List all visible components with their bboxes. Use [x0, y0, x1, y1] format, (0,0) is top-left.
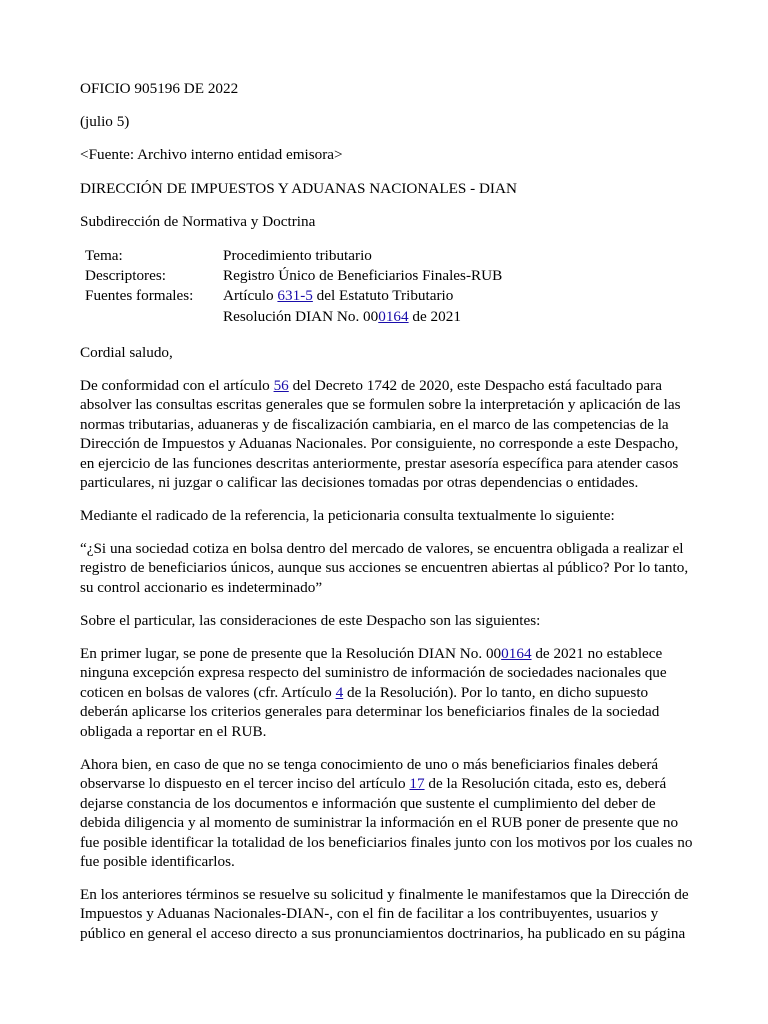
- text-line: Dirección de Impuestos y Aduanas Nacionales. Por consiguiente, no corresponde a este Despacho,: [80, 435, 679, 453]
- meta-row-descriptores: [85, 266, 502, 286]
- text-line: En los anteriores términos se resuelve su solicitud y finalmente le manifestamos que la Dirección de: [80, 886, 689, 903]
- paragraph-competence: [80, 376, 692, 492]
- text-line: en ejercicio de las funciones descritas anteriormente, prestar asesoría específica para atender casos: [80, 454, 679, 472]
- text-fragment: del Estatuto Tributario: [312, 287, 454, 305]
- meta-label: Descriptores:: [85, 267, 166, 285]
- text-line: público en general el acceso directo a sus pronunciamientos doctrinarios, ha publicado en su página: [80, 924, 686, 942]
- paragraph-request: Mediante el radicado de la referencia, la peticionaria consulta textualmente lo siguiente:: [80, 507, 615, 524]
- text-line: normas tributarias, aduaneras y de fiscalización cambiaria, en el marco de las competencias de la: [80, 415, 669, 433]
- meta-value: Registro Único de Beneficiarios Finales-RUB: [223, 267, 503, 285]
- text-line: ninguna excepción expresa respecto del suministro de información de sociedades nacionales que: [80, 664, 667, 682]
- text-fragment: observarse lo dispuesto en el tercer inciso del artículo: [80, 775, 410, 793]
- quoted-question: [80, 539, 692, 597]
- text-line: “¿Si una sociedad cotiza en bolsa dentro del mercado de valores, se encuentra obligada a realizar el: [80, 540, 684, 557]
- oficio-date: (julio 5): [80, 113, 130, 130]
- meta-row-fuentes: [85, 286, 502, 306]
- meta-label: Tema:: [85, 247, 123, 264]
- text-fragment: de la Resolución citada, esto es, deberá: [424, 775, 667, 793]
- text-line: debida diligencia y al momento de suministrar la información en el RUB poner de presente que no: [80, 814, 679, 832]
- text-line: obligada a reportar en el RUB.: [80, 722, 267, 740]
- entity-name: DIRECCIÓN DE IMPUESTOS Y ADUANAS NACIONALES - DIAN: [80, 180, 517, 197]
- paragraph-closing: [80, 885, 692, 943]
- text-line: Impuestos y Aduanas Nacionales-DIAN-, con el fin de facilitar a los contribuyentes, usuarios y: [80, 905, 659, 923]
- text-line: [80, 376, 692, 395]
- metadata-table: [85, 246, 502, 327]
- source-note: <Fuente: Archivo interno entidad emisora>: [80, 146, 343, 163]
- text-fragment: del Decreto 1742 de 2020, este Despacho está facultado para: [288, 377, 662, 394]
- text-fragment: de la Resolución). Por lo tanto, en dicho supuesto: [343, 683, 649, 701]
- text-line: [80, 683, 692, 702]
- greeting: Cordial saludo,: [80, 344, 173, 361]
- article-4-link[interactable]: 4: [335, 683, 344, 701]
- text-line: fue posible identificarlos.: [80, 853, 235, 871]
- text-line: [80, 644, 692, 663]
- text-fragment: de 2021 no establece: [531, 645, 663, 662]
- paragraph-second: [80, 755, 692, 871]
- article-631-5-link[interactable]: 631-5: [277, 287, 313, 305]
- text-line: absolver las consultas escritas generales que se formulen sobre la interpretación y aplicación de las: [80, 396, 681, 414]
- meta-value: Procedimiento tributario: [223, 247, 372, 264]
- oficio-title: OFICIO 905196 DE 2022: [80, 80, 239, 97]
- subdirection-name: Subdirección de Normativa y Doctrina: [80, 213, 316, 230]
- text-line: Ahora bien, en caso de que no se tenga conocimiento de uno o más beneficiarios finales deberá: [80, 756, 659, 773]
- resolution-0164-link[interactable]: 0164: [378, 307, 409, 325]
- decree-article-56-link[interactable]: 56: [273, 377, 289, 394]
- text-fragment: Artículo: [223, 287, 278, 305]
- text-fragment: coticen en bolsas de valores (cfr. Artículo: [80, 683, 336, 701]
- text-line: dejarse constancia de los documentos e información que sustente el cumplimiento del deber de: [80, 794, 656, 812]
- meta-value: [223, 307, 461, 327]
- article-17-link[interactable]: 17: [409, 775, 425, 793]
- text-fragment: De conformidad con el artículo: [80, 377, 274, 394]
- text-fragment: En primer lugar, se pone de presente que la Resolución DIAN No. 00: [80, 645, 502, 662]
- meta-value: [223, 286, 453, 306]
- text-line: deberán aplicarse los criterios generales para determinar los beneficiarios finales de la sociedad: [80, 703, 660, 721]
- text-fragment: de 2021: [408, 307, 461, 325]
- meta-label-empty: [85, 307, 223, 327]
- text-line: particulares, ni juzgar o calificar las decisiones tomadas por otras dependencias o entidades.: [80, 474, 639, 492]
- meta-label: Fuentes formales:: [85, 287, 194, 305]
- paragraph-first: [80, 644, 692, 741]
- text-line: [80, 774, 692, 793]
- meta-row-tema: [85, 246, 502, 266]
- paragraph-considerations: Sobre el particular, las consideraciones de este Despacho son las siguientes:: [80, 612, 541, 629]
- text-line: fue posible identificar la totalidad de los beneficiarios finales junto con los motivos por los cuales no: [80, 833, 693, 851]
- text-line: registro de beneficiarios únicos, aunque sus acciones se encuentren abiertas al público? Por lo tanto,: [80, 559, 689, 577]
- meta-row-fuentes-2: [85, 307, 502, 327]
- text-line: su control accionario es indeterminado”: [80, 578, 323, 596]
- resolution-0164-link[interactable]: 0164: [501, 645, 532, 662]
- text-fragment: Resolución DIAN No. 00: [223, 307, 379, 325]
